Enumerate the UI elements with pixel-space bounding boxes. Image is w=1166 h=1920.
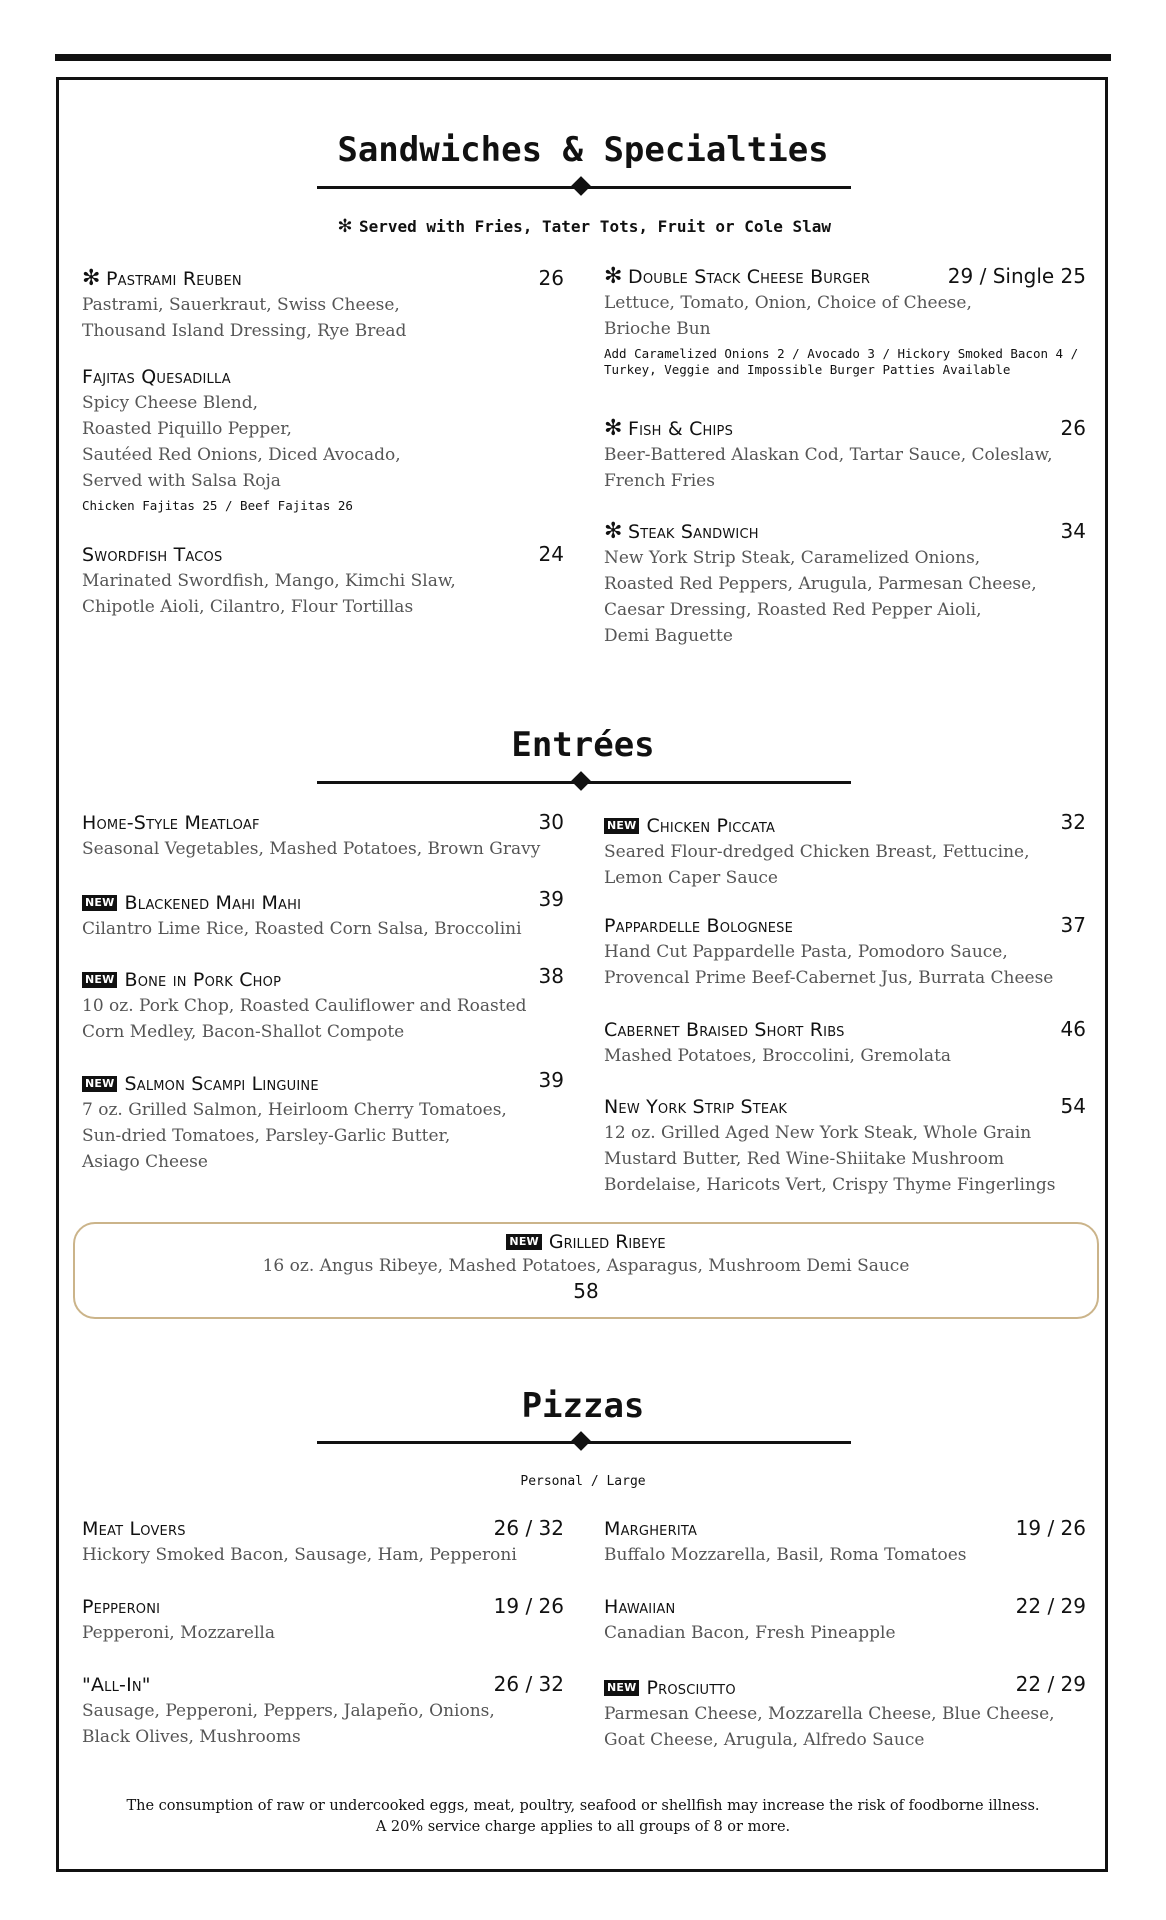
item-header	[82, 964, 564, 991]
section-title-entrees: Entrées	[511, 725, 655, 765]
item-header	[82, 1516, 564, 1540]
item-price: 54	[1060, 1094, 1086, 1118]
item-name	[604, 915, 793, 937]
section-title-sandwiches: Sandwiches & Specialties	[337, 130, 829, 170]
item-description: Mashed Potatoes, Broccolini, Gremolata	[604, 1046, 952, 1066]
item-header	[604, 416, 1086, 440]
item-title: Fish & Chips	[628, 418, 734, 440]
item-name	[82, 969, 281, 991]
new-badge: NEW	[82, 895, 117, 911]
item-title: Chicken Piccata	[646, 815, 776, 837]
item-title: Double Stack Cheese Burger	[628, 266, 871, 288]
menu-item	[82, 810, 564, 862]
item-header	[604, 810, 1086, 837]
item-description: Sausage, Pepperoni, Peppers, Jalapeño, Onions, Black Olives, Mushrooms	[82, 1701, 495, 1747]
item-title: Home-Style Meatloaf	[82, 812, 260, 834]
section-divider	[317, 1441, 851, 1444]
item-price: 24	[538, 542, 564, 566]
menu-item	[604, 416, 1086, 494]
item-description: Pepperoni, Mozzarella	[82, 1623, 276, 1643]
item-header	[82, 266, 564, 290]
item-description: Seasonal Vegetables, Mashed Potatoes, Brown Gravy	[82, 839, 541, 859]
item-title: New York Strip Steak	[604, 1096, 788, 1118]
menu-item	[82, 366, 564, 514]
item-description: Marinated Swordfish, Mango, Kimchi Slaw, Chipotle Aioli, Cilantro, Flour Tortillas	[82, 571, 456, 617]
item-description: Buffalo Mozzarella, Basil, Roma Tomatoes	[604, 1545, 967, 1565]
menu-item	[604, 519, 1086, 649]
new-badge: NEW	[604, 818, 639, 834]
footer-disclaimer	[0, 1796, 1166, 1838]
item-header	[604, 264, 1086, 288]
item-description: 12 oz. Grilled Aged New York Steak, Whole Grain Mustard Butter, Red Wine-Shiitake Mushroom Bordelaise, Haricots Vert, Crispy Thyme Fingerlings	[604, 1123, 1056, 1195]
item-name	[604, 1596, 675, 1618]
featured-item-description: 16 oz. Angus Ribeye, Mashed Potatoes, Asparagus, Mushroom Demi Sauce	[262, 1256, 910, 1276]
item-price: 29 / Single 25	[947, 264, 1086, 288]
item-title: Fajitas Quesadilla	[82, 366, 231, 388]
item-name	[604, 1096, 787, 1118]
item-description: 7 oz. Grilled Salmon, Heirloom Cherry Tomatoes, Sun-dried Tomatoes, Parsley-Garlic Butter, Asiago Cheese	[82, 1100, 507, 1172]
menu-item	[604, 913, 1086, 991]
item-title: "All-In"	[82, 1674, 151, 1696]
item-header	[604, 1516, 1086, 1540]
item-name	[604, 815, 775, 837]
featured-item-name	[75, 1231, 1097, 1253]
menu-item	[82, 887, 564, 942]
new-badge: NEW	[82, 1076, 117, 1092]
item-price: 32	[1060, 810, 1086, 834]
asterisk-icon: ✻	[604, 264, 623, 289]
item-name	[82, 1073, 319, 1095]
item-header	[604, 1017, 1086, 1041]
service-charge-note: A 20% service charge applies to all groups of 8 or more.	[375, 1819, 791, 1835]
item-name	[82, 366, 231, 388]
item-header	[604, 1672, 1086, 1699]
item-description: Cilantro Lime Rice, Roasted Corn Salsa, Broccolini	[82, 919, 522, 939]
item-description: Pastrami, Sauerkraut, Swiss Cheese, Thousand Island Dressing, Rye Bread	[82, 295, 407, 341]
featured-item-box	[73, 1222, 1099, 1319]
pizza-sizes-label: Personal / Large	[520, 1474, 646, 1489]
item-price: 22 / 29	[1015, 1672, 1086, 1696]
item-name	[604, 1518, 697, 1540]
item-header	[604, 519, 1086, 543]
new-badge: NEW	[506, 1234, 541, 1250]
item-description: Hand Cut Pappardelle Pasta, Pomodoro Sauce, Provencal Prime Beef-Cabernet Jus, Burrata Cheese	[604, 942, 1054, 988]
section-divider	[317, 186, 851, 189]
item-name	[604, 1019, 845, 1041]
item-price: 26 / 32	[493, 1672, 564, 1696]
item-price: 38	[538, 964, 564, 988]
item-name	[82, 1674, 151, 1696]
menu-item	[604, 1594, 1086, 1646]
item-price: 34	[1060, 519, 1086, 543]
menu-item	[82, 542, 564, 620]
served-with-text: Served with Fries, Tater Tots, Fruit or Cole Slaw	[358, 217, 831, 236]
menu-item	[82, 1516, 564, 1568]
menu-item	[604, 1516, 1086, 1568]
asterisk-icon: ✻	[82, 266, 101, 291]
item-name	[82, 544, 222, 566]
item-header	[82, 810, 564, 834]
menu-item	[82, 266, 564, 344]
menu-item	[604, 1672, 1086, 1753]
item-description: Parmesan Cheese, Mozzarella Cheese, Blue Cheese, Goat Cheese, Arugula, Alfredo Sauce	[604, 1704, 1055, 1750]
item-name	[604, 418, 733, 440]
item-name	[604, 1677, 736, 1699]
menu-item	[82, 1672, 564, 1750]
item-description: Seared Flour-dredged Chicken Breast, Fettucine, Lemon Caper Sauce	[604, 842, 1030, 888]
item-name	[82, 1518, 186, 1540]
item-price: 37	[1060, 913, 1086, 937]
asterisk-icon: ✻	[604, 519, 623, 544]
section-divider	[317, 781, 851, 784]
featured-item-title: Grilled Ribeye	[548, 1231, 666, 1253]
menu-item	[82, 964, 564, 1045]
item-title: Steak Sandwich	[628, 521, 759, 543]
item-header	[82, 887, 564, 914]
item-description: Canadian Bacon, Fresh Pineapple	[604, 1623, 896, 1643]
foodborne-illness-warning: The consumption of raw or undercooked eggs, meat, poultry, seafood or shellfish may increase the risk of foodborne illness.	[126, 1798, 1040, 1814]
menu-item	[604, 1094, 1086, 1198]
item-title: Blackened Mahi Mahi	[124, 892, 302, 914]
item-description: Lettuce, Tomato, Onion, Choice of Cheese, Brioche Bun	[604, 293, 972, 339]
menu-item	[82, 1594, 564, 1646]
new-badge: NEW	[82, 972, 117, 988]
top-rule	[55, 54, 1111, 61]
menu-item	[82, 1068, 564, 1175]
item-price: 39	[538, 1068, 564, 1092]
item-header	[82, 542, 564, 566]
menu-item	[604, 264, 1086, 378]
item-header	[82, 1594, 564, 1618]
asterisk-icon: ✻	[604, 416, 623, 441]
item-title: Meat Lovers	[82, 1518, 186, 1540]
item-description: 10 oz. Pork Chop, Roasted Cauliflower and Roasted Corn Medley, Bacon-Shallot Compote	[82, 996, 527, 1042]
featured-item-price: 58	[573, 1279, 599, 1303]
item-price: 30	[538, 810, 564, 834]
item-name	[82, 892, 301, 914]
item-title: Prosciutto	[646, 1677, 736, 1699]
item-header	[604, 913, 1086, 937]
item-name	[604, 266, 870, 288]
item-title: Margherita	[604, 1518, 698, 1540]
item-title: Pastrami Reuben	[106, 268, 242, 290]
menu-item	[604, 1017, 1086, 1069]
item-title: Hawaiian	[604, 1596, 676, 1618]
item-title: Pappardelle Bolognese	[604, 915, 794, 937]
item-note: Add Caramelized Onions 2 / Avocado 3 / Hickory Smoked Bacon 4 / Turkey, Veggie and Impossible Burger Patties Available	[604, 346, 1079, 377]
item-title: Bone in Pork Chop	[124, 969, 282, 991]
item-name	[82, 1596, 160, 1618]
item-price: 26	[1060, 416, 1086, 440]
item-header	[82, 1672, 564, 1696]
item-name	[604, 521, 759, 543]
item-title: Cabernet Braised Short Ribs	[604, 1019, 845, 1041]
item-title: Pepperoni	[82, 1596, 161, 1618]
item-description: Hickory Smoked Bacon, Sausage, Ham, Pepperoni	[82, 1545, 517, 1565]
item-price: 19 / 26	[493, 1594, 564, 1618]
item-price: 39	[538, 887, 564, 911]
item-price: 26	[538, 266, 564, 290]
item-note: Chicken Fajitas 25 / Beef Fajitas 26	[82, 498, 353, 513]
item-header	[82, 1068, 564, 1095]
item-title: Swordfish Tacos	[82, 544, 223, 566]
item-header	[604, 1094, 1086, 1118]
asterisk-icon: ✻	[338, 213, 352, 238]
item-price: 22 / 29	[1015, 1594, 1086, 1618]
item-price: 26 / 32	[493, 1516, 564, 1540]
item-description: New York Strip Steak, Caramelized Onions, Roasted Red Peppers, Arugula, Parmesan Cheese, Caesar Dressing, Roasted Red Pepper Aioli, Demi Baguette	[604, 548, 1037, 646]
item-title: Salmon Scampi Linguine	[124, 1073, 319, 1095]
item-price: 19 / 26	[1015, 1516, 1086, 1540]
item-name	[82, 268, 242, 290]
item-header	[604, 1594, 1086, 1618]
item-name	[82, 812, 260, 834]
item-description: Beer-Battered Alaskan Cod, Tartar Sauce, Coleslaw, French Fries	[604, 445, 1053, 491]
item-price: 46	[1060, 1017, 1086, 1041]
item-description: Spicy Cheese Blend, Roasted Piquillo Pepper, Sautéed Red Onions, Diced Avocado, Served with Salsa Roja	[82, 393, 401, 491]
served-with-note	[0, 213, 1166, 238]
section-title-pizzas: Pizzas	[521, 1386, 645, 1426]
new-badge: NEW	[604, 1680, 639, 1696]
item-header	[82, 366, 564, 388]
menu-item	[604, 810, 1086, 891]
